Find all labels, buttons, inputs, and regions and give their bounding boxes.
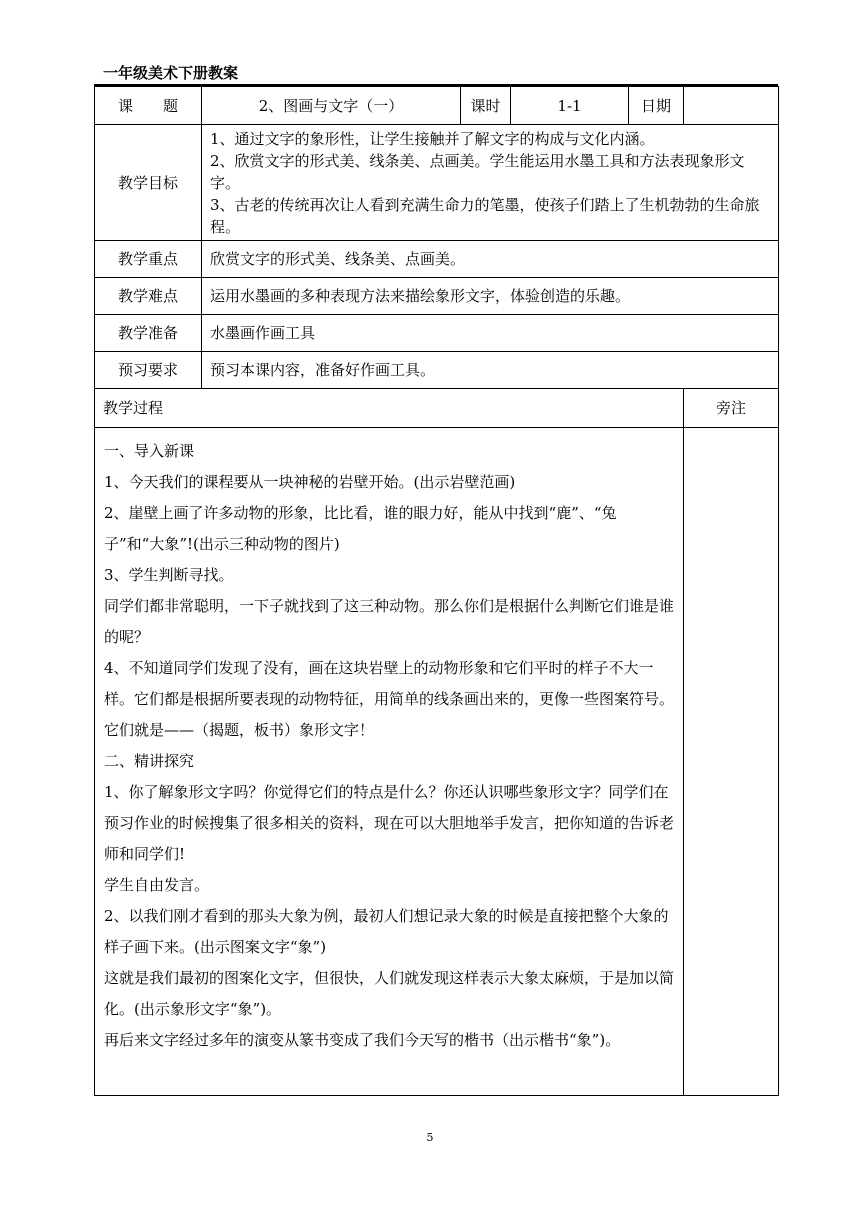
objective-item: 2、欣赏文字的形式美、线条美、点画美。学生能运用水墨工具和方法表现象形文字。: [210, 151, 745, 192]
objectives-label: 教学目标: [95, 125, 202, 241]
process-paragraph: 这就是我们最初的图案化文字，但很快，人们就发现这样表示大象太麻烦，于是加以简化。(出示象形文字“象”)。: [104, 969, 675, 1018]
process-paragraph: 再后来文字经过多年的演变从篆书变成了我们今天写的楷书（出示楷书“象”)。: [104, 1031, 621, 1049]
notes-label: 旁注: [684, 389, 779, 428]
objective-item: 1、通过文字的象形性，让学生接触并了解文字的构成与文化内涵。: [210, 129, 655, 148]
process-paragraph: 一、导入新课: [104, 442, 195, 460]
document-title: 一年级美术下册教案: [103, 64, 239, 82]
key-points-value: 欣赏文字的形式美、线条美、点画美。: [202, 241, 779, 278]
lesson-plan-table: [94, 86, 779, 1096]
preview-value: 预习本课内容，准备好作画工具。: [202, 352, 779, 389]
key-points-label: 教学重点: [95, 241, 202, 278]
process-paragraph: 2、崖壁上画了许多动物的形象，比比看，谁的眼力好，能从中找到“鹿”、“兔子”和“大象”!(出示三种动物的图片): [104, 504, 617, 553]
topic-label: 课 题: [95, 87, 202, 125]
page-number: 5: [426, 1131, 434, 1144]
objective-item: 3、古老的传统再次让人看到充满生命力的笔墨，使孩子们踏上了生机勃勃的生命旅程。: [210, 195, 760, 236]
process-paragraph: 3、学生判断寻找。: [104, 566, 234, 584]
preparation-label: 教学准备: [95, 315, 202, 352]
date-label: 日期: [629, 87, 684, 125]
date-value: [684, 87, 779, 125]
process-paragraph: 同学们都非常聪明，一下子就找到了这三种动物。那么你们是根据什么判断它们谁是谁的呢？: [104, 597, 675, 646]
process-paragraph: 1、今天我们的课程要从一块神秘的岩壁开始。(出示岩壁范画): [104, 473, 516, 491]
difficulties-value: 运用水墨画的多种表现方法来描绘象形文字，体验创造的乐趣。: [202, 278, 779, 315]
process-paragraph: 1、你了解象形文字吗？你觉得它们的特点是什么？你还认识哪些象形文字？同学们在预习作业的时候搜集了很多相关的资料，现在可以大胆地举手发言，把你知道的告诉老师和同学们!: [104, 783, 675, 863]
period-label: 课时: [461, 87, 511, 125]
process-paragraph: 4、不知道同学们发现了没有，画在这块岩壁上的动物形象和它们平时的样子不大一样。它们都是根据所要表现的动物特征，用简单的线条画出来的，更像一些图案符号。它们就是——（揭题，板书）象形文字！: [104, 659, 675, 739]
objectives-content: [202, 125, 779, 241]
preparation-value: 水墨画作画工具: [202, 315, 779, 352]
preview-label: 预习要求: [95, 352, 202, 389]
process-paragraph: 二、精讲探究: [104, 752, 195, 770]
topic-value: 2、图画与文字（一）: [202, 87, 461, 125]
process-label: 教学过程: [95, 389, 684, 428]
notes-column: [684, 428, 779, 1096]
process-content: [95, 428, 684, 1096]
process-paragraph: 2、以我们刚才看到的那头大象为例，最初人们想记录大象的时候是直接把整个大象的样子画下来。(出示图案文字“象”): [104, 907, 669, 956]
process-paragraph: 学生自由发言。: [104, 876, 210, 894]
difficulties-label: 教学难点: [95, 278, 202, 315]
period-value: 1-1: [511, 87, 629, 125]
